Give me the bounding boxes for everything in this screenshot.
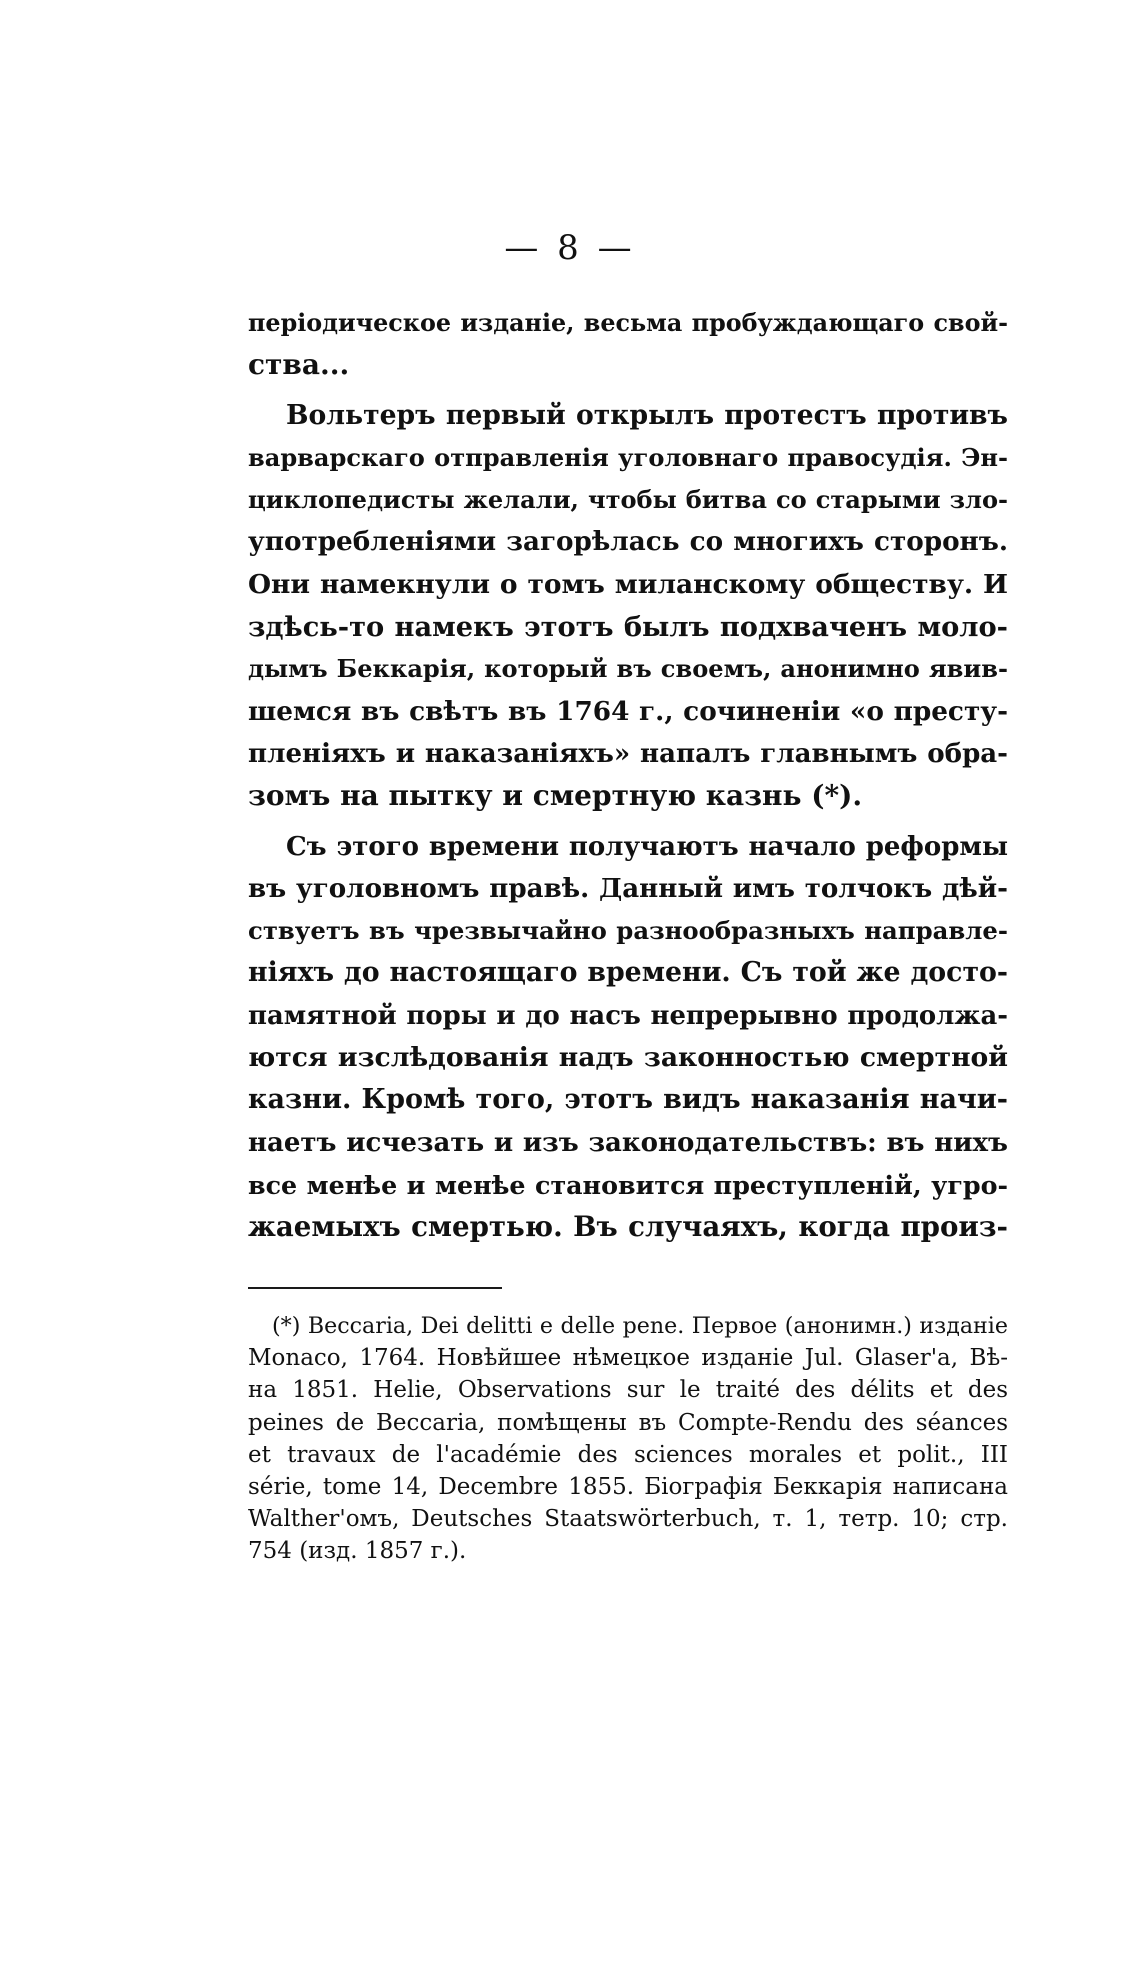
footnote-line: 754 (изд. 1857 г.). [248, 1538, 467, 1565]
text-line: все менѣе и менѣе становится преступленій, угро- [248, 1169, 1008, 1200]
footnote-block [248, 1310, 1008, 1568]
text-line: варварскаго отправленія уголовнаго правосудія. Эн- [248, 442, 1008, 472]
text-line: зомъ на пытку и смертную казнь (*). [248, 779, 863, 813]
text-line: ствуетъ въ чрезвычайно разнообразныхъ направле- [248, 916, 1008, 946]
footnote-line: на 1851. Helie, Observations sur le traité des délits et des [248, 1377, 1008, 1404]
footnote-separator [248, 1287, 502, 1289]
text-line: памятной поры и до насъ непрерывно продолжа- [248, 1000, 1008, 1031]
footnote-line: série, tome 14, Decembre 1855. Біографія Беккарія написана [248, 1473, 1008, 1500]
text-line: употребленіями загорѣлась со многихъ сторонъ. [248, 526, 1008, 558]
text-line: здѣсь-то намекъ этотъ былъ подхваченъ моло- [248, 611, 1008, 644]
text-line: Вольтеръ первый открылъ протестъ противъ [286, 399, 1008, 431]
footnote-line: peines de Beccaria, помѣщены въ Compte-Rendu des séances [248, 1409, 1008, 1436]
text-line: въ уголовномъ правѣ. Данный имъ толчокъ дѣй- [248, 872, 1008, 904]
footnote-line: Monaco, 1764. Новѣйшее нѣмецкое изданіе Jul. Glaser'a, Вѣ- [248, 1345, 1008, 1372]
main-text [248, 302, 1008, 1249]
text-line: Они намекнули о томъ миланскому обществу. И [248, 568, 1008, 600]
footnote-line: Walther'омъ, Deutsches Staatswörterbuch, т. 1, тетр. 10; стр. [248, 1506, 1008, 1533]
text-line: ства... [248, 348, 350, 382]
text-line: казни. Кромѣ того, этотъ видъ наказанія начи- [248, 1084, 1008, 1116]
text-line: ніяхъ до настоящаго времени. Съ той же досто- [248, 957, 1008, 989]
text-line: дымъ Беккарія, который въ своемъ, анонимно явив- [248, 654, 1008, 684]
text-line: жаемыхъ смертью. Въ случаяхъ, когда произ- [248, 1210, 1008, 1244]
text-line: періодическое изданіе, весьма пробуждающаго свой- [248, 309, 1008, 337]
text-line: Съ этого времени получаютъ начало реформы [286, 831, 1008, 862]
text-line: шемся въ свѣтъ въ 1764 г., сочиненіи «о престу- [248, 695, 1008, 727]
text-line: пленіяхъ и наказаніяхъ» напалъ главнымъ обра- [248, 738, 1008, 769]
text-line: циклопедисты желали, чтобы битва со старыми зло- [248, 485, 1008, 515]
footnote-line: et travaux de l'académie des sciences morales et polit., III [248, 1441, 1008, 1468]
footnote-line: (*) Beccaria, Dei delitti e delle pene. Первое (анонимн.) изданіе [272, 1313, 1008, 1339]
text-line: наетъ исчезать и изъ законодательствъ: въ нихъ [248, 1127, 1008, 1158]
page-number: — 8 — [504, 228, 636, 268]
text-line: ются изслѣдованія надъ законностью смертной [248, 1042, 1008, 1074]
